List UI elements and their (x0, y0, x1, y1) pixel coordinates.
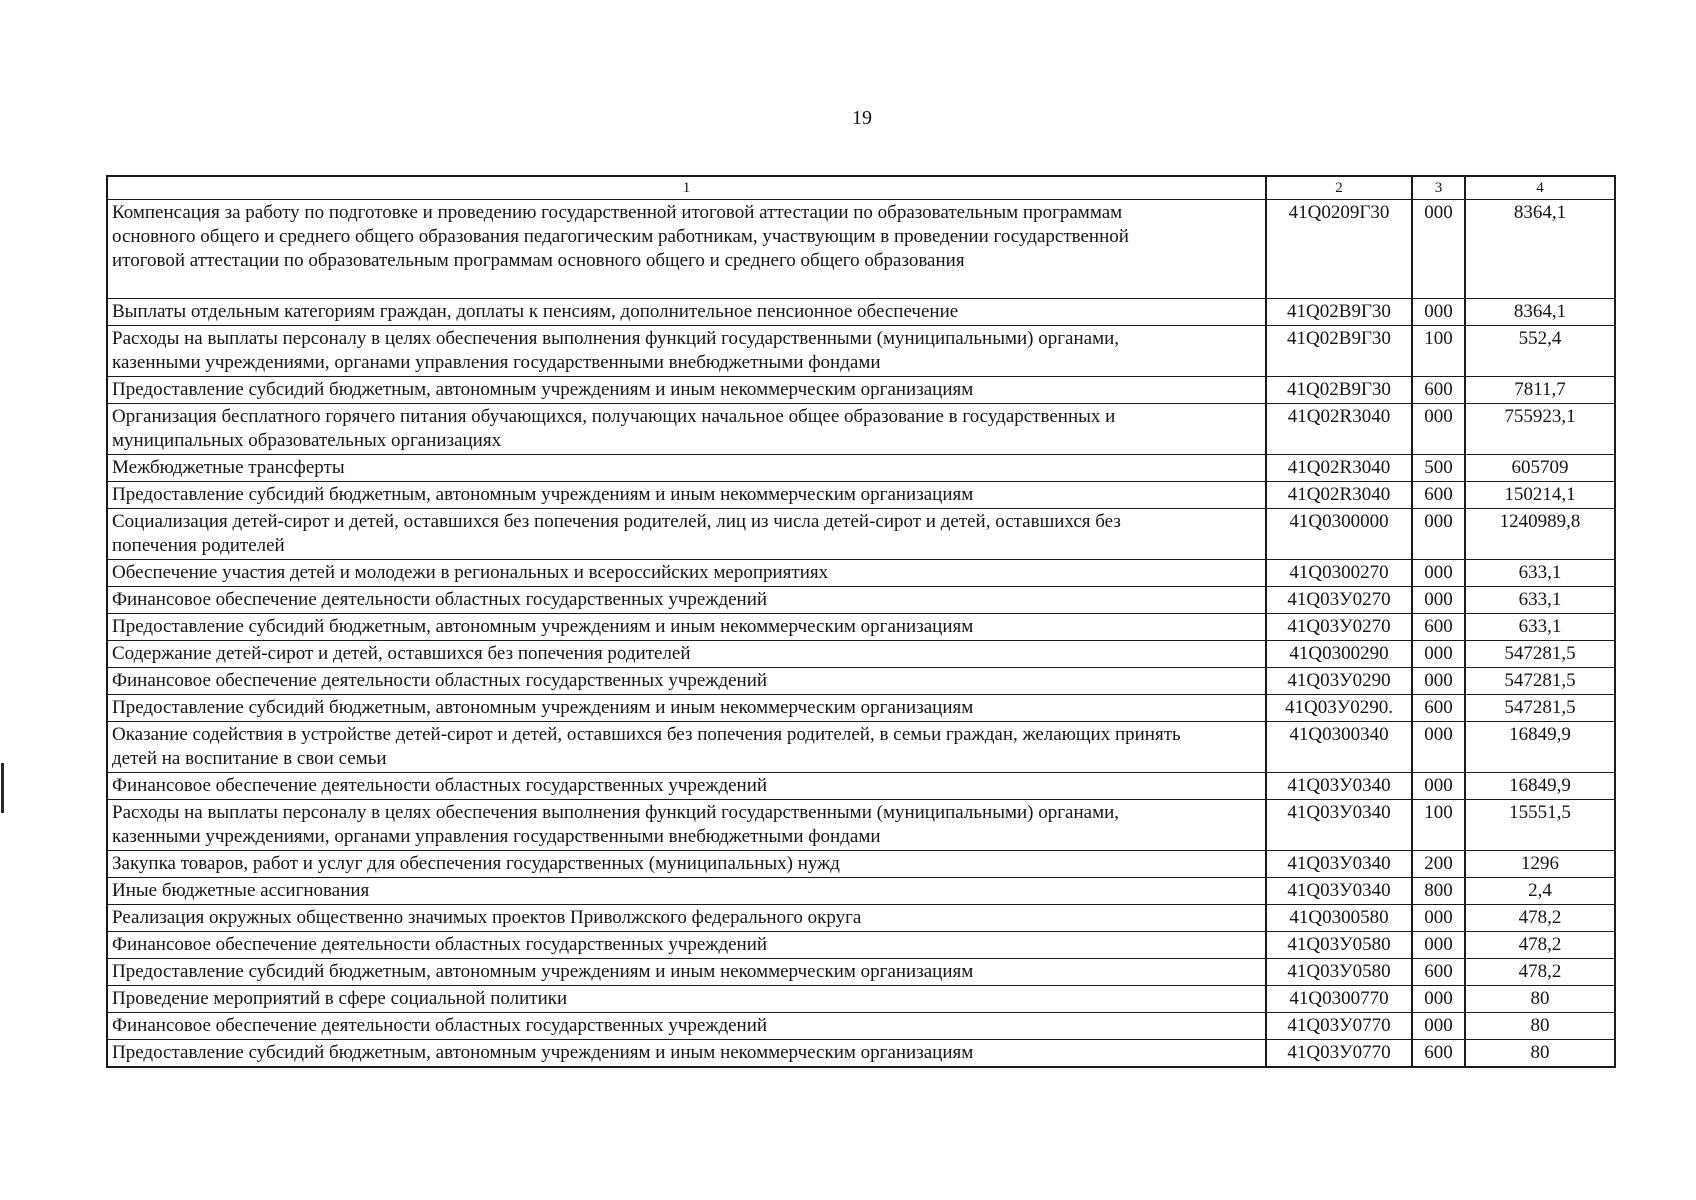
cell-expense-type: 000 (1412, 986, 1465, 1013)
cell-target-code: 41Q03У0340 (1266, 851, 1412, 878)
cell-amount: 16849,9 (1465, 773, 1615, 800)
cell-description: Иные бюджетные ассигнования (107, 878, 1266, 905)
cell-amount: 2,4 (1465, 878, 1615, 905)
cell-expense-type: 100 (1412, 326, 1465, 377)
table-row (107, 1013, 1615, 1040)
cell-description: Финансовое обеспечение деятельности областных государственных учреждений (107, 773, 1266, 800)
cell-expense-type: 600 (1412, 695, 1465, 722)
cell-amount: 16849,9 (1465, 722, 1615, 773)
cell-amount: 547281,5 (1465, 668, 1615, 695)
cell-amount: 80 (1465, 1040, 1615, 1068)
table-row (107, 800, 1615, 851)
header-cell-4: 4 (1465, 176, 1615, 200)
table-header-row (107, 176, 1615, 200)
header-cell-1: 1 (107, 176, 1266, 200)
cell-amount: 478,2 (1465, 959, 1615, 986)
cell-expense-type: 000 (1412, 1013, 1465, 1040)
cell-amount: 80 (1465, 1013, 1615, 1040)
cell-expense-type: 800 (1412, 878, 1465, 905)
cell-description: Предоставление субсидий бюджетным, автономным учреждениям и иным некоммерческим организациям (107, 482, 1266, 509)
table-row (107, 482, 1615, 509)
cell-amount: 8364,1 (1465, 299, 1615, 326)
table-row (107, 1040, 1615, 1068)
table-row (107, 200, 1615, 299)
cell-amount: 1240989,8 (1465, 509, 1615, 560)
table-header (107, 176, 1615, 200)
cell-target-code: 41Q0300270 (1266, 560, 1412, 587)
table-row (107, 299, 1615, 326)
cell-amount: 80 (1465, 986, 1615, 1013)
cell-description: Предоставление субсидий бюджетным, автономным учреждениям и иным некоммерческим организациям (107, 959, 1266, 986)
cell-description: Предоставление субсидий бюджетным, автономным учреждениям и иным некоммерческим организациям (107, 377, 1266, 404)
cell-description: Финансовое обеспечение деятельности областных государственных учреждений (107, 668, 1266, 695)
cell-description: Обеспечение участия детей и молодежи в региональных и всероссийских мероприятиях (107, 560, 1266, 587)
cell-amount: 605709 (1465, 455, 1615, 482)
cell-target-code: 41Q03У0770 (1266, 1040, 1412, 1068)
table-row (107, 641, 1615, 668)
cell-description: Проведение мероприятий в сфере социальной политики (107, 986, 1266, 1013)
cell-target-code: 41Q02R3040 (1266, 455, 1412, 482)
cell-expense-type: 600 (1412, 377, 1465, 404)
budget-table (106, 175, 1616, 1068)
table-row (107, 614, 1615, 641)
table-row (107, 509, 1615, 560)
cell-description: Предоставление субсидий бюджетным, автономным учреждениям и иным некоммерческим организациям (107, 695, 1266, 722)
table-row (107, 959, 1615, 986)
cell-target-code: 41Q03У0580 (1266, 932, 1412, 959)
cell-target-code: 41Q03У0340 (1266, 800, 1412, 851)
cell-description: Расходы на выплаты персоналу в целях обеспечения выполнения функций государственными (муниципальными) органами, казенными учреждениями, органами управления государственными внебюджетными фондами (107, 800, 1266, 851)
header-cell-3: 3 (1412, 176, 1465, 200)
cell-expense-type: 600 (1412, 1040, 1465, 1068)
table-row (107, 986, 1615, 1013)
cell-expense-type: 600 (1412, 959, 1465, 986)
cell-expense-type: 000 (1412, 587, 1465, 614)
cell-target-code: 41Q03У0270 (1266, 587, 1412, 614)
cell-amount: 633,1 (1465, 614, 1615, 641)
table-row (107, 668, 1615, 695)
cell-amount: 478,2 (1465, 905, 1615, 932)
table-row (107, 932, 1615, 959)
table-body (107, 200, 1615, 1068)
scan-mark (1, 763, 4, 813)
cell-description: Социализация детей-сирот и детей, оставшихся без попечения родителей, лиц из числа детей-сирот и детей, оставшихся без попечения родителей (107, 509, 1266, 560)
table-row (107, 587, 1615, 614)
cell-description: Предоставление субсидий бюджетным, автономным учреждениям и иным некоммерческим организациям (107, 1040, 1266, 1068)
cell-description: Финансовое обеспечение деятельности областных государственных учреждений (107, 1013, 1266, 1040)
cell-description: Предоставление субсидий бюджетным, автономным учреждениям и иным некоммерческим организациям (107, 614, 1266, 641)
cell-description: Содержание детей-сирот и детей, оставшихся без попечения родителей (107, 641, 1266, 668)
cell-amount: 7811,7 (1465, 377, 1615, 404)
table-row (107, 560, 1615, 587)
table-row (107, 695, 1615, 722)
table-row (107, 722, 1615, 773)
cell-description: Расходы на выплаты персоналу в целях обеспечения выполнения функций государственными (муниципальными) органами, казенными учреждениями, органами управления государственными внебюджетными фондами (107, 326, 1266, 377)
cell-description: Финансовое обеспечение деятельности областных государственных учреждений (107, 587, 1266, 614)
table-row (107, 773, 1615, 800)
cell-target-code: 41Q02R3040 (1266, 482, 1412, 509)
table-row (107, 878, 1615, 905)
cell-target-code: 41Q03У0270 (1266, 614, 1412, 641)
cell-target-code: 41Q03У0290 (1266, 668, 1412, 695)
cell-target-code: 41Q0300770 (1266, 986, 1412, 1013)
cell-target-code: 41Q02B9Г30 (1266, 326, 1412, 377)
cell-expense-type: 000 (1412, 905, 1465, 932)
cell-description: Оказание содействия в устройстве детей-сирот и детей, оставшихся без попечения родителей, в семьи граждан, желающих принять детей на воспитание в свои семьи (107, 722, 1266, 773)
cell-target-code: 41Q0300340 (1266, 722, 1412, 773)
cell-expense-type: 100 (1412, 800, 1465, 851)
cell-target-code: 41Q02B9Г30 (1266, 299, 1412, 326)
cell-description: Межбюджетные трансферты (107, 455, 1266, 482)
cell-expense-type: 000 (1412, 200, 1465, 299)
cell-amount: 15551,5 (1465, 800, 1615, 851)
table-row (107, 455, 1615, 482)
cell-amount: 478,2 (1465, 932, 1615, 959)
cell-amount: 1296 (1465, 851, 1615, 878)
cell-amount: 633,1 (1465, 587, 1615, 614)
page-number: 19 (852, 107, 872, 129)
cell-expense-type: 000 (1412, 404, 1465, 455)
cell-target-code: 41Q03У0770 (1266, 1013, 1412, 1040)
cell-description: Реализация окружных общественно значимых проектов Приволжского федерального округа (107, 905, 1266, 932)
cell-expense-type: 200 (1412, 851, 1465, 878)
cell-expense-type: 000 (1412, 299, 1465, 326)
cell-expense-type: 600 (1412, 482, 1465, 509)
cell-target-code: 41Q0300000 (1266, 509, 1412, 560)
cell-amount: 150214,1 (1465, 482, 1615, 509)
cell-amount: 755923,1 (1465, 404, 1615, 455)
table-row (107, 377, 1615, 404)
cell-target-code: 41Q02R3040 (1266, 404, 1412, 455)
cell-expense-type: 000 (1412, 932, 1465, 959)
cell-target-code: 41Q02B9Г30 (1266, 377, 1412, 404)
cell-description: Компенсация за работу по подготовке и проведению государственной итоговой аттестации по образовательным программам основного общего и среднего общего образования педагогическим работникам, участвующим в проведении государственной итоговой аттестации по образовательным программам основного общего и среднего общего образования (107, 200, 1266, 299)
cell-expense-type: 000 (1412, 773, 1465, 800)
table-row (107, 404, 1615, 455)
header-cell-2: 2 (1266, 176, 1412, 200)
cell-target-code: 41Q0300290 (1266, 641, 1412, 668)
cell-amount: 633,1 (1465, 560, 1615, 587)
cell-expense-type: 000 (1412, 641, 1465, 668)
cell-amount: 547281,5 (1465, 641, 1615, 668)
cell-amount: 8364,1 (1465, 200, 1615, 299)
cell-target-code: 41Q03У0340 (1266, 878, 1412, 905)
cell-target-code: 41Q0209Г30 (1266, 200, 1412, 299)
cell-target-code: 41Q03У0580 (1266, 959, 1412, 986)
cell-target-code: 41Q0300580 (1266, 905, 1412, 932)
cell-expense-type: 000 (1412, 668, 1465, 695)
cell-target-code: 41Q03У0340 (1266, 773, 1412, 800)
cell-expense-type: 600 (1412, 614, 1465, 641)
cell-amount: 547281,5 (1465, 695, 1615, 722)
cell-description: Организация бесплатного горячего питания обучающихся, получающих начальное общее образование в государственных и муниципальных образовательных организациях (107, 404, 1266, 455)
cell-description: Финансовое обеспечение деятельности областных государственных учреждений (107, 932, 1266, 959)
cell-target-code: 41Q03У0290. (1266, 695, 1412, 722)
cell-description: Выплаты отдельным категориям граждан, доплаты к пенсиям, дополнительное пенсионное обеспечение (107, 299, 1266, 326)
table-row (107, 326, 1615, 377)
table-row (107, 851, 1615, 878)
cell-description: Закупка товаров, работ и услуг для обеспечения государственных (муниципальных) нужд (107, 851, 1266, 878)
table-row (107, 905, 1615, 932)
cell-expense-type: 000 (1412, 722, 1465, 773)
cell-expense-type: 000 (1412, 560, 1465, 587)
cell-expense-type: 500 (1412, 455, 1465, 482)
cell-expense-type: 000 (1412, 509, 1465, 560)
cell-amount: 552,4 (1465, 326, 1615, 377)
